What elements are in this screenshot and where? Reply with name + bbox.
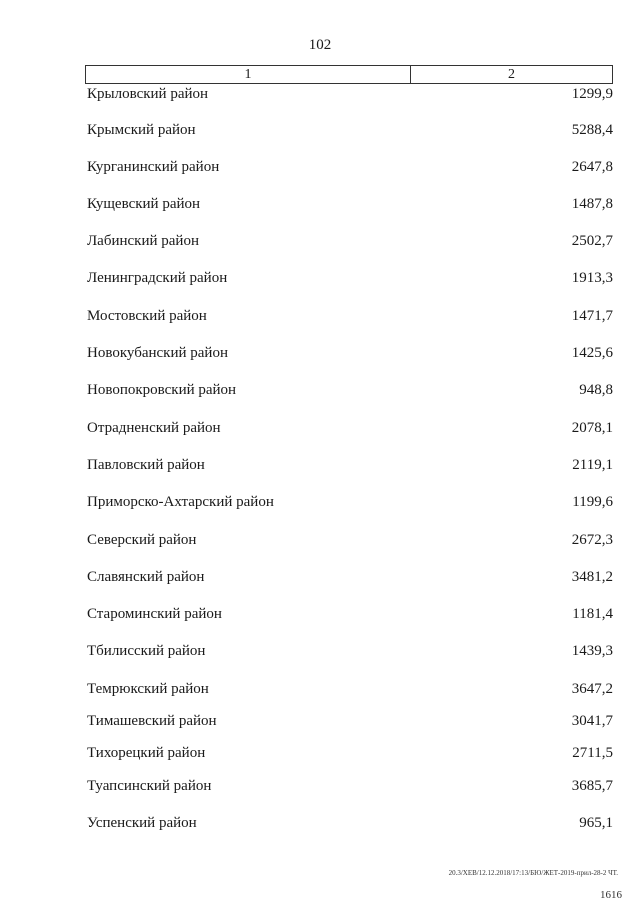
row-name: Мостовский район (87, 308, 207, 324)
row-value: 1299,9 (571, 86, 613, 102)
table-row (87, 86, 613, 106)
row-name: Темрюкский район (87, 681, 209, 697)
row-name: Славянский район (87, 569, 205, 585)
row-value: 2119,1 (572, 457, 613, 473)
row-value: 948,8 (579, 382, 613, 398)
row-value: 1199,6 (572, 494, 613, 510)
row-name: Отрадненский район (87, 420, 221, 436)
footer-document-code: 20.3/XEB/12.12.2018/17:13/БЮ/ЖЕТ-2019-прил-28-2 ЧТ. (448, 869, 618, 877)
row-value: 1425,6 (571, 345, 613, 361)
row-name: Приморско-Ахтарский район (87, 494, 274, 510)
row-value: 1439,3 (571, 643, 613, 659)
row-name: Новопокровский район (87, 382, 237, 398)
row-value: 2078,1 (571, 420, 613, 436)
table-row (87, 643, 613, 663)
table-row (87, 778, 613, 798)
table-row (87, 233, 613, 253)
row-name: Тихорецкий район (87, 745, 206, 761)
table-row (87, 532, 613, 552)
table-row (87, 308, 613, 328)
row-value: 5288,4 (571, 122, 613, 138)
table-row (87, 815, 613, 835)
table-row (87, 745, 613, 765)
row-value: 1471,7 (571, 308, 613, 324)
row-value: 1913,3 (571, 270, 613, 286)
header-column-1: 1 (86, 66, 411, 83)
page-number: 102 (308, 37, 332, 53)
table-row (87, 457, 613, 477)
footer-page-mark: 1616 (600, 889, 622, 901)
table-row (87, 713, 613, 733)
row-name: Крыловский район (87, 86, 209, 102)
row-name: Северский район (87, 532, 197, 548)
row-name: Новокубанский район (87, 345, 228, 361)
row-name: Павловский район (87, 457, 205, 473)
row-value: 2711,5 (572, 745, 613, 761)
row-name: Туапсинский район (87, 778, 212, 794)
table-row (87, 122, 613, 142)
row-name: Крымский район (87, 122, 196, 138)
table-row (87, 494, 613, 514)
row-name: Лабинский район (87, 233, 199, 249)
row-name: Тимашевский район (87, 713, 217, 729)
table-row (87, 270, 613, 290)
row-value: 1487,8 (571, 196, 613, 212)
row-value: 3041,7 (571, 713, 613, 729)
row-name: Ленинградский район (87, 270, 228, 286)
row-name: Тбилисский район (87, 643, 206, 659)
row-value: 2502,7 (571, 233, 613, 249)
row-value: 3685,7 (571, 778, 613, 794)
header-column-2: 2 (508, 67, 515, 82)
row-value: 2672,3 (571, 532, 613, 548)
row-value: 965,1 (579, 815, 613, 831)
row-name: Успенский район (87, 815, 197, 831)
row-value: 2647,8 (571, 159, 613, 175)
row-value: 3647,2 (571, 681, 613, 697)
table-row (87, 681, 613, 701)
table-row (87, 196, 613, 216)
table-row (87, 159, 613, 179)
table-row (87, 420, 613, 440)
table-row (87, 382, 613, 402)
row-name: Староминский район (87, 606, 222, 622)
table-row (87, 345, 613, 365)
table-row (87, 606, 613, 626)
row-value: 3481,2 (571, 569, 613, 585)
row-value: 1181,4 (572, 606, 613, 622)
row-name: Курганинский район (87, 159, 220, 175)
table-row (87, 569, 613, 589)
row-name: Кущевский район (87, 196, 201, 212)
